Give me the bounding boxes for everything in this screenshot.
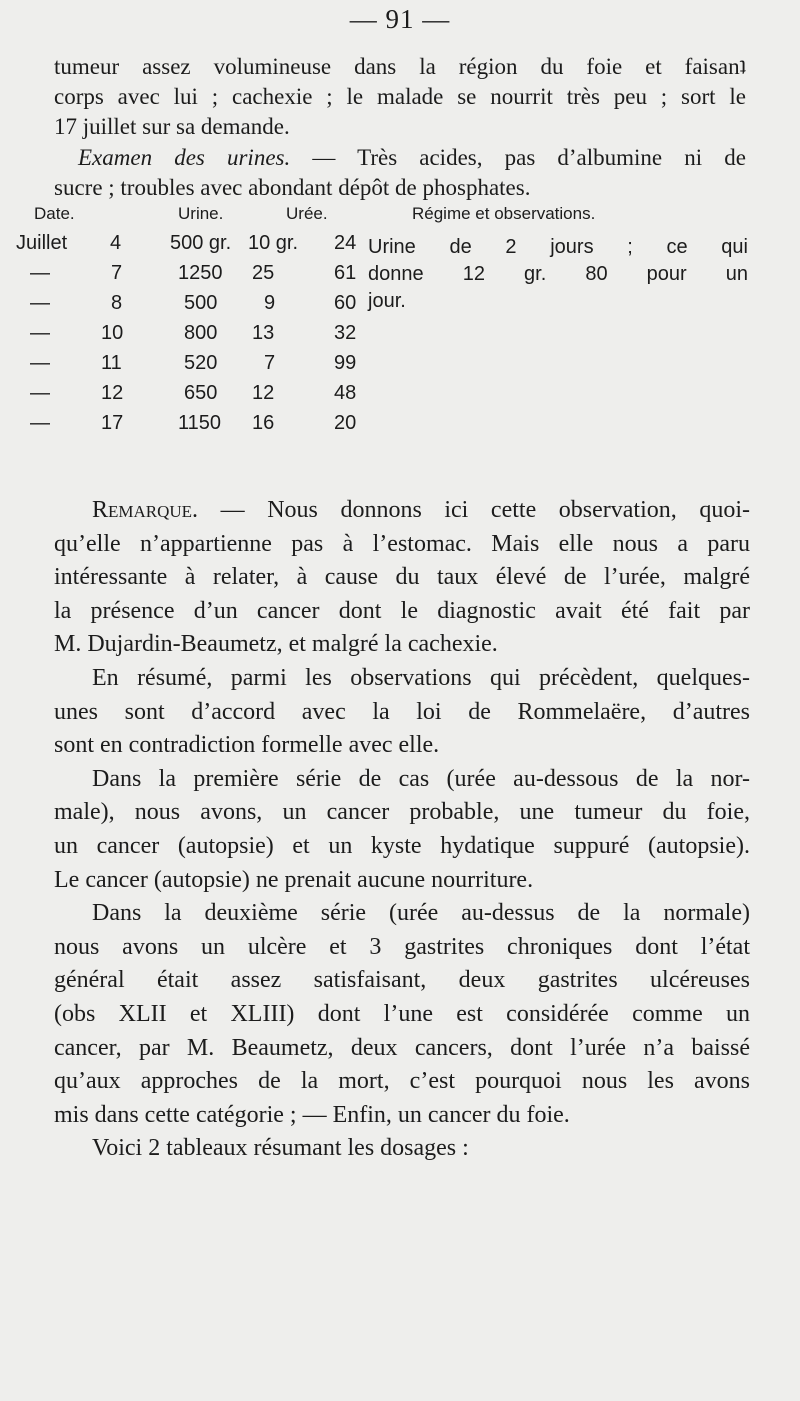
table-cell-urine: 500 gr. bbox=[170, 232, 232, 254]
table-cell-urine: 800 bbox=[184, 322, 218, 344]
text-line: Le cancer (autopsie) ne prenait aucune nourriture. bbox=[54, 866, 534, 893]
table-cell-uree-cg: 61 bbox=[334, 262, 357, 284]
text-line: intéressante à relater, à cause du taux élevé de l’urée, malgré bbox=[54, 564, 750, 591]
text-line: nous avons un ulcère et 3 gastrites chroniques dont l’état bbox=[54, 933, 750, 960]
table-cell-day: 17 bbox=[101, 412, 124, 434]
text-line: 17 juillet sur sa demande. bbox=[54, 114, 290, 139]
text-line: la présence d’un cancer dont le diagnostic avait été fait par bbox=[54, 597, 750, 624]
table-cell-uree-grams: 25 bbox=[252, 262, 275, 284]
table-cell-uree-grams: 7 bbox=[264, 352, 276, 374]
table-cell-day: 4 bbox=[110, 232, 122, 254]
remarque-text: — Nous donnons ici cette observation, quoi- bbox=[220, 497, 750, 523]
header-date: Date. bbox=[34, 204, 75, 223]
text-line: mis dans cette catégorie ; — Enfin, un cancer du foie. bbox=[54, 1101, 570, 1128]
table-cell-day: 11 bbox=[101, 352, 122, 374]
table-cell-month: — bbox=[30, 382, 50, 404]
text-line: male), nous avons, un cancer probable, une tumeur du foie, bbox=[54, 799, 750, 826]
urine-table bbox=[0, 0, 800, 500]
table-cell-urine: 650 bbox=[184, 382, 218, 404]
text-line: Voici 2 tableaux résumant les dosages : bbox=[92, 1135, 469, 1162]
table-cell-urine: 500 bbox=[184, 292, 218, 314]
text-line: unes sont d’accord avec la loi de Rommelaëre, d’autres bbox=[54, 698, 750, 725]
table-cell-urine: 1150 bbox=[178, 412, 222, 434]
text-line: M. Dujardin-Beaumetz, et malgré la cachexie. bbox=[54, 631, 498, 658]
text-line: jour. bbox=[368, 290, 406, 312]
table-cell-uree-cg: 48 bbox=[334, 382, 357, 404]
text-line: sont en contradiction formelle avec elle. bbox=[54, 732, 440, 759]
text-line: Dans la deuxième série (urée au-dessus de la normale) bbox=[92, 900, 750, 927]
table-cell-day: 8 bbox=[111, 292, 123, 314]
remarks-text bbox=[54, 494, 750, 1166]
table-cell-uree-grams: 9 bbox=[264, 292, 276, 314]
table-cell-urine: 1250 bbox=[178, 262, 223, 284]
table-cell-day: 7 bbox=[111, 262, 123, 284]
text-line: général était assez satisfaisant, deux gastrites ulcéreuses bbox=[54, 967, 750, 994]
table-cell-day: 10 bbox=[101, 322, 124, 344]
header-regime: Régime et observations. bbox=[412, 204, 596, 223]
header-uree: Urée. bbox=[286, 204, 328, 223]
text-line: Urine de 2 jours ; ce qui bbox=[368, 236, 748, 258]
text-line: un cancer (autopsie) et un kyste hydatique suppuré (autopsie). bbox=[54, 832, 750, 859]
table-cell-uree-grams: 10 gr. bbox=[248, 232, 299, 254]
text-line: cancer, par M. Beaumetz, deux cancers, dont l’urée n’a baissé bbox=[54, 1034, 750, 1061]
table-cell-uree-grams: 16 bbox=[252, 412, 275, 434]
text-line: sucre ; troubles avec abondant dépôt de phosphates. bbox=[54, 175, 531, 200]
text-line: corps avec lui ; cachexie ; le malade se nourrit très peu ; sort le bbox=[54, 84, 746, 109]
table-cell-month: — bbox=[30, 292, 50, 314]
text-line: Dans la première série de cas (urée au-dessous de la nor- bbox=[92, 765, 750, 792]
header-urine: Urine. bbox=[178, 204, 224, 223]
table-cell-uree-cg: 32 bbox=[334, 322, 357, 344]
table-cell-uree-grams: 12 bbox=[252, 382, 275, 404]
table-cell-uree-cg: 99 bbox=[334, 352, 357, 374]
table-cell-month: — bbox=[30, 352, 50, 374]
table-cell-month: — bbox=[30, 322, 50, 344]
table-cell-uree-cg: 60 bbox=[334, 292, 357, 314]
exam-text: — Très acides, pas d’albumine ni de bbox=[312, 145, 746, 170]
table-cell-uree-grams: 13 bbox=[252, 322, 275, 344]
table-cell-uree-cg: 24 bbox=[334, 232, 357, 254]
table-cell-uree-cg: 20 bbox=[334, 412, 357, 434]
page-number: — 91 — bbox=[349, 4, 451, 34]
remarque-label: Remarque. bbox=[92, 497, 199, 523]
table-observation bbox=[368, 234, 748, 315]
table-cell-day: 12 bbox=[101, 382, 124, 404]
table-cell-month: Juillet bbox=[16, 232, 68, 254]
table-cell-urine: 520 bbox=[184, 352, 218, 374]
table-cell-month: — bbox=[30, 412, 50, 434]
text-line: qu’aux approches de la mort, c’est pourquoi nous les avons bbox=[54, 1068, 750, 1095]
table-cell-month: — bbox=[30, 262, 50, 284]
exam-label: Examen des urines. bbox=[78, 145, 291, 170]
text-line: En résumé, parmi les observations qui précèdent, quelques- bbox=[92, 664, 750, 691]
text-line bbox=[54, 494, 750, 528]
text-line: (obs XLII et XLIII) dont l’une est considérée comme un bbox=[54, 1000, 750, 1027]
text-line: donne 12 gr. 80 pour un bbox=[368, 263, 748, 285]
text-line: qu’elle n’appartienne pas à l’estomac. Mais elle nous a paru bbox=[54, 530, 750, 557]
text-line: tumeur assez volumineuse dans la région du foie et faisanʇ bbox=[54, 54, 746, 79]
